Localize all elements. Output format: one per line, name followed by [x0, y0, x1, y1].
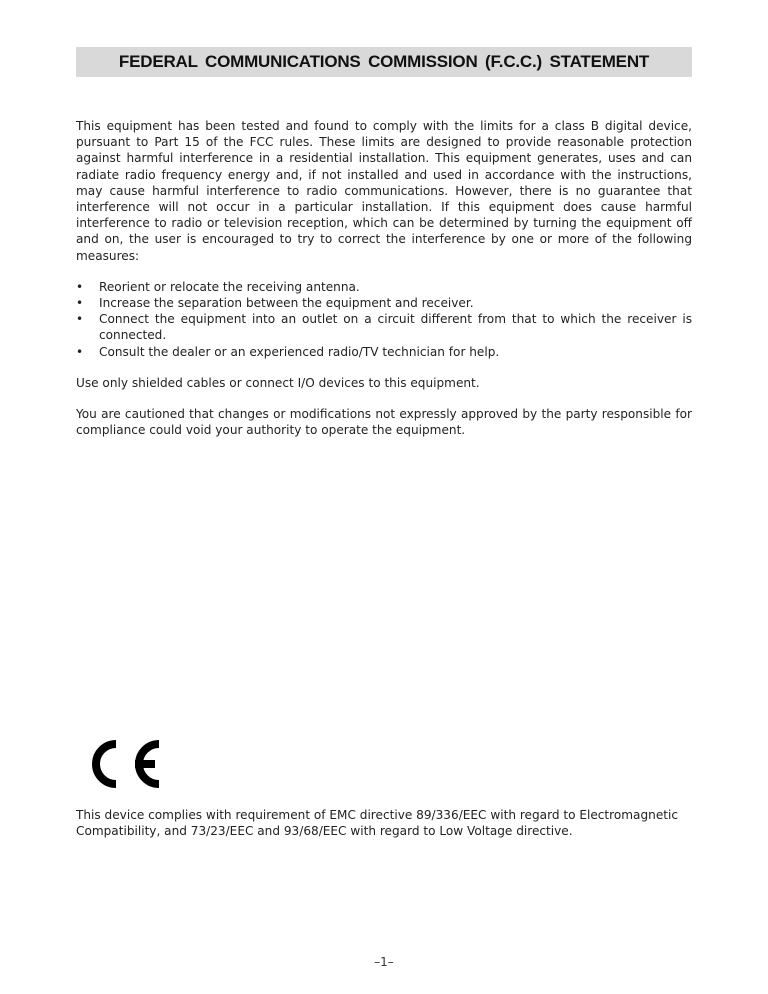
list-item: • Increase the separation between the equipment and receiver.: [76, 295, 692, 311]
page-title: FEDERAL COMMUNICATIONS COMMISSION (F.C.C.) STATEMENT: [118, 52, 650, 71]
fcc-intro-paragraph: This equipment has been tested and found to comply with the limits for a class B digital device, pursuant to Part 15 of the FCC rules. These limits are designed to provide reasonable protection against harmful interference in a residential installation. This equipment generates, uses and can radiate radio frequency energy and, if not installed and used in accordance with the instructions, may cause harmful interference to radio communications. However, there is no guarantee that interference will not occur in a particular installation. If this equipment does cause harmful interference to radio or television reception, which can be determined by turning the equipment off and on, the user is encouraged to try to correct the interference by one or more of the following measures:: [76, 119, 692, 263]
ce-letter-c: [96, 744, 116, 784]
list-item: • Reorient or relocate the receiving antenna.: [76, 279, 692, 295]
ce-letter-e-bar: [135, 760, 155, 768]
shielded-cables-note: Use only shielded cables or connect I/O devices to this equipment.: [76, 375, 480, 390]
title-banner: [76, 47, 692, 77]
ce-compliance-statement: This device complies with requirement of EMC directive 89/336/EEC with regard to Electromagnetic Compatibility, and 73/23/EEC and 93/68/EEC with regard to Low Voltage directive.: [76, 808, 679, 839]
list-item: • Connect the equipment into an outlet on a circuit different from that to which the receiver is connected.: [76, 311, 692, 343]
list-item: • Consult the dealer or an experienced radio/TV technician for help.: [76, 344, 692, 360]
modification-caution: You are cautioned that changes or modifications not expressly approved by the party responsible for compliance could void your authority to operate the equipment.: [76, 407, 692, 438]
page-number: –1–: [374, 955, 394, 969]
fcc-statement: [76, 118, 692, 438]
measures-list: [76, 279, 692, 360]
ce-mark-logo: [76, 737, 164, 791]
